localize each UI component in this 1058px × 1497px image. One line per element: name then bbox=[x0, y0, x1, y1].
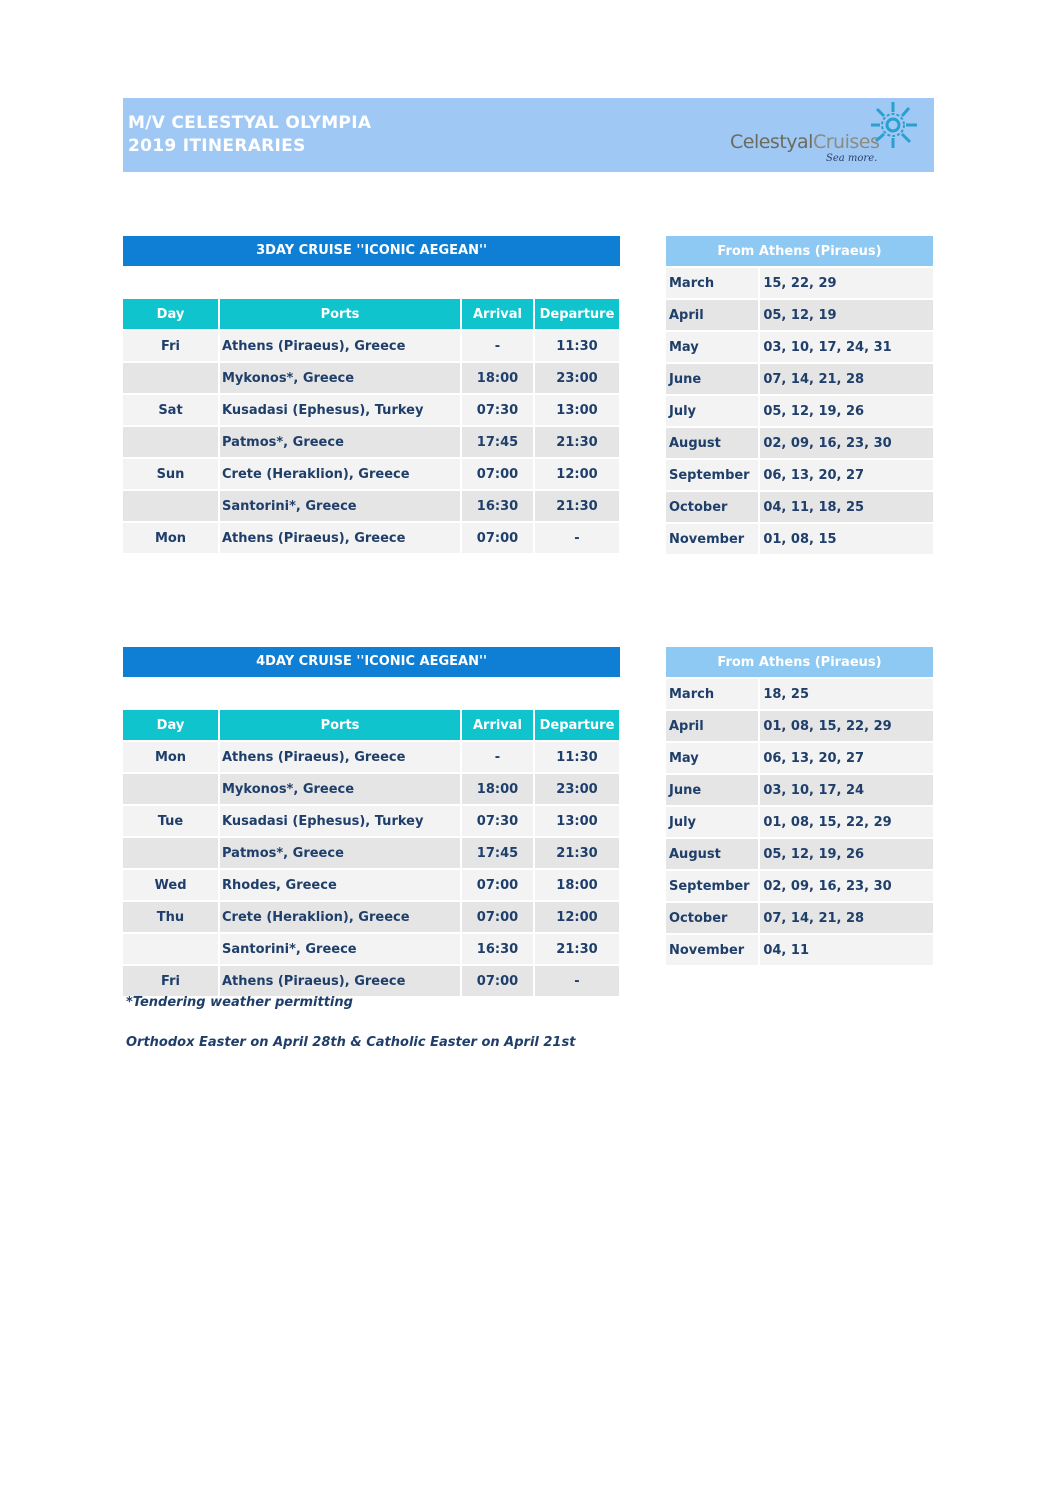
dates-header: From Athens (Piraeus) bbox=[666, 236, 933, 266]
cell-arrival: 07:00 bbox=[462, 870, 533, 900]
col-day: Day bbox=[123, 299, 218, 329]
cell-departure: 18:00 bbox=[535, 870, 619, 900]
cell-port: Rhodes, Greece bbox=[220, 870, 460, 900]
cell-port: Mykonos*, Greece bbox=[220, 363, 460, 393]
celestyal-logo bbox=[728, 100, 928, 168]
list-item bbox=[666, 524, 933, 554]
easter-note: Orthodox Easter on April 28th & Catholic Easter on April 21st bbox=[126, 1035, 576, 1050]
date-month: July bbox=[666, 396, 758, 426]
list-item bbox=[666, 871, 933, 901]
table-row bbox=[123, 491, 619, 521]
date-days: 05, 12, 19, 26 bbox=[760, 396, 933, 426]
cell-arrival: 16:30 bbox=[462, 934, 533, 964]
cell-day bbox=[123, 363, 218, 393]
cruise1-dates-table bbox=[664, 234, 935, 556]
logo-tagline: Sea more. bbox=[826, 153, 878, 164]
cell-arrival: 07:30 bbox=[462, 395, 533, 425]
cell-arrival: 07:00 bbox=[462, 459, 533, 489]
cell-arrival: 07:00 bbox=[462, 902, 533, 932]
date-month: November bbox=[666, 935, 758, 965]
cell-arrival: 18:00 bbox=[462, 774, 533, 804]
list-item bbox=[666, 679, 933, 709]
date-month: May bbox=[666, 743, 758, 773]
cell-day: Sun bbox=[123, 459, 218, 489]
date-month: November bbox=[666, 524, 758, 554]
cell-departure: 23:00 bbox=[535, 363, 619, 393]
list-item bbox=[666, 935, 933, 965]
list-item bbox=[666, 364, 933, 394]
date-month: April bbox=[666, 711, 758, 741]
cell-departure: 21:30 bbox=[535, 427, 619, 457]
col-arrival: Arrival bbox=[462, 299, 533, 329]
cell-day bbox=[123, 838, 218, 868]
cell-departure: 21:30 bbox=[535, 491, 619, 521]
cell-day: Sat bbox=[123, 395, 218, 425]
date-month: July bbox=[666, 807, 758, 837]
table-row bbox=[123, 870, 619, 900]
cell-arrival: - bbox=[462, 742, 533, 772]
date-month: March bbox=[666, 679, 758, 709]
cell-day bbox=[123, 491, 218, 521]
date-days: 03, 10, 17, 24, 31 bbox=[760, 332, 933, 362]
date-month: March bbox=[666, 268, 758, 298]
cell-port: Kusadasi (Ephesus), Turkey bbox=[220, 806, 460, 836]
date-days: 06, 13, 20, 27 bbox=[760, 460, 933, 490]
list-item bbox=[666, 839, 933, 869]
cell-arrival: 07:00 bbox=[462, 966, 533, 996]
table-row bbox=[123, 395, 619, 425]
col-departure: Departure bbox=[535, 710, 619, 740]
cell-port: Athens (Piraeus), Greece bbox=[220, 742, 460, 772]
cell-departure: 11:30 bbox=[535, 742, 619, 772]
date-days: 03, 10, 17, 24 bbox=[760, 775, 933, 805]
cruise2-itinerary-table bbox=[121, 708, 621, 998]
cell-port: Athens (Piraeus), Greece bbox=[220, 523, 460, 553]
cell-port: Crete (Heraklion), Greece bbox=[220, 902, 460, 932]
date-month: October bbox=[666, 492, 758, 522]
cell-port: Kusadasi (Ephesus), Turkey bbox=[220, 395, 460, 425]
cell-day: Mon bbox=[123, 523, 218, 553]
title-line-2: 2019 ITINERARIES bbox=[128, 136, 306, 156]
table-row bbox=[123, 742, 619, 772]
col-departure: Departure bbox=[535, 299, 619, 329]
table-row bbox=[123, 331, 619, 361]
cell-arrival: 17:45 bbox=[462, 838, 533, 868]
col-ports: Ports bbox=[220, 710, 460, 740]
cell-arrival: - bbox=[462, 331, 533, 361]
date-month: June bbox=[666, 364, 758, 394]
cell-departure: 13:00 bbox=[535, 395, 619, 425]
cell-departure: 13:00 bbox=[535, 806, 619, 836]
table-row bbox=[123, 459, 619, 489]
date-days: 04, 11 bbox=[760, 935, 933, 965]
col-ports: Ports bbox=[220, 299, 460, 329]
date-days: 04, 11, 18, 25 bbox=[760, 492, 933, 522]
table-row bbox=[123, 363, 619, 393]
date-days: 05, 12, 19, 26 bbox=[760, 839, 933, 869]
cell-day: Tue bbox=[123, 806, 218, 836]
cell-port: Santorini*, Greece bbox=[220, 934, 460, 964]
list-item bbox=[666, 428, 933, 458]
date-days: 07, 14, 21, 28 bbox=[760, 903, 933, 933]
cell-day bbox=[123, 774, 218, 804]
date-days: 02, 09, 16, 23, 30 bbox=[760, 428, 933, 458]
cell-day: Wed bbox=[123, 870, 218, 900]
list-item bbox=[666, 711, 933, 741]
date-month: September bbox=[666, 871, 758, 901]
cell-departure: 21:30 bbox=[535, 838, 619, 868]
list-item bbox=[666, 300, 933, 330]
cell-arrival: 18:00 bbox=[462, 363, 533, 393]
col-day: Day bbox=[123, 710, 218, 740]
list-item bbox=[666, 903, 933, 933]
list-item bbox=[666, 396, 933, 426]
cell-day: Fri bbox=[123, 331, 218, 361]
list-item bbox=[666, 492, 933, 522]
cell-port: Patmos*, Greece bbox=[220, 427, 460, 457]
cell-departure: 12:00 bbox=[535, 902, 619, 932]
list-item bbox=[666, 775, 933, 805]
cell-departure: - bbox=[535, 523, 619, 553]
table-row bbox=[123, 427, 619, 457]
page-title bbox=[128, 112, 371, 158]
cell-departure: 23:00 bbox=[535, 774, 619, 804]
cell-day bbox=[123, 934, 218, 964]
dates-header: From Athens (Piraeus) bbox=[666, 647, 933, 677]
cell-port: Mykonos*, Greece bbox=[220, 774, 460, 804]
table-row bbox=[123, 774, 619, 804]
cell-day: Fri bbox=[123, 966, 218, 996]
cell-arrival: 07:30 bbox=[462, 806, 533, 836]
date-days: 01, 08, 15, 22, 29 bbox=[760, 711, 933, 741]
date-month: October bbox=[666, 903, 758, 933]
cell-port: Santorini*, Greece bbox=[220, 491, 460, 521]
date-month: May bbox=[666, 332, 758, 362]
table-row bbox=[123, 966, 619, 996]
cell-arrival: 16:30 bbox=[462, 491, 533, 521]
date-month: September bbox=[666, 460, 758, 490]
date-month: August bbox=[666, 428, 758, 458]
date-month: June bbox=[666, 775, 758, 805]
cell-day: Thu bbox=[123, 902, 218, 932]
cell-departure: - bbox=[535, 966, 619, 996]
cell-departure: 11:30 bbox=[535, 331, 619, 361]
table-row bbox=[123, 838, 619, 868]
date-days: 01, 08, 15, 22, 29 bbox=[760, 807, 933, 837]
cell-port: Crete (Heraklion), Greece bbox=[220, 459, 460, 489]
cruise2-title: 4DAY CRUISE ''ICONIC AEGEAN'' bbox=[123, 647, 620, 677]
list-item bbox=[666, 332, 933, 362]
cell-departure: 12:00 bbox=[535, 459, 619, 489]
date-days: 06, 13, 20, 27 bbox=[760, 743, 933, 773]
logo-wordmark: CelestyalCruises bbox=[730, 131, 880, 153]
cell-port: Patmos*, Greece bbox=[220, 838, 460, 868]
table-row bbox=[123, 902, 619, 932]
list-item bbox=[666, 807, 933, 837]
cell-arrival: 07:00 bbox=[462, 523, 533, 553]
cruise2-dates-table bbox=[664, 645, 935, 967]
list-item bbox=[666, 743, 933, 773]
sun-emblem-icon bbox=[863, 100, 923, 152]
list-item bbox=[666, 268, 933, 298]
date-month: August bbox=[666, 839, 758, 869]
cell-departure: 21:30 bbox=[535, 934, 619, 964]
table-row bbox=[123, 934, 619, 964]
cell-port: Athens (Piraeus), Greece bbox=[220, 331, 460, 361]
date-days: 05, 12, 19 bbox=[760, 300, 933, 330]
date-days: 01, 08, 15 bbox=[760, 524, 933, 554]
cell-arrival: 17:45 bbox=[462, 427, 533, 457]
table-row bbox=[123, 806, 619, 836]
table-row bbox=[123, 523, 619, 553]
cruise1-title: 3DAY CRUISE ''ICONIC AEGEAN'' bbox=[123, 236, 620, 266]
date-days: 07, 14, 21, 28 bbox=[760, 364, 933, 394]
list-item bbox=[666, 460, 933, 490]
date-month: April bbox=[666, 300, 758, 330]
col-arrival: Arrival bbox=[462, 710, 533, 740]
date-days: 15, 22, 29 bbox=[760, 268, 933, 298]
date-days: 02, 09, 16, 23, 30 bbox=[760, 871, 933, 901]
header-banner bbox=[123, 98, 934, 172]
cruise1-itinerary-table bbox=[121, 297, 621, 555]
date-days: 18, 25 bbox=[760, 679, 933, 709]
tendering-note: *Tendering weather permitting bbox=[126, 995, 353, 1010]
title-line-1: M/V CELESTYAL OLYMPIA bbox=[128, 113, 372, 133]
cell-day bbox=[123, 427, 218, 457]
cell-port: Athens (Piraeus), Greece bbox=[220, 966, 460, 996]
cell-day: Mon bbox=[123, 742, 218, 772]
